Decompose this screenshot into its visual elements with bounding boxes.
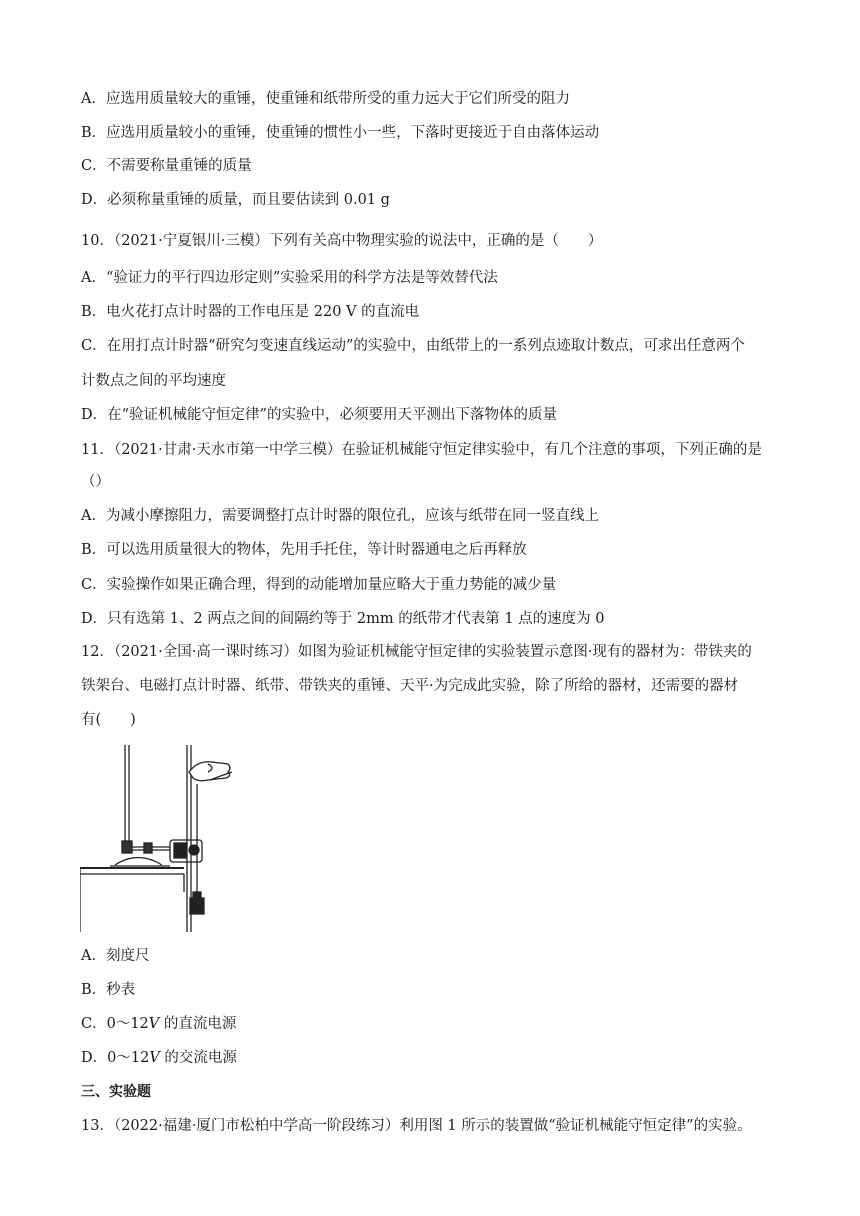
q10-option-b: B．电火花打点计时器的工作电压是 220 V 的直流电 xyxy=(81,304,420,320)
q12-option-d-prefix: D．0～12 xyxy=(81,1050,150,1066)
q12-option-d-suffix: 的交流电源 xyxy=(159,1050,237,1066)
q12-option-d xyxy=(81,1048,790,1068)
q10-option-c-line2: 计数点之间的平均速度 xyxy=(81,373,226,389)
q12-stem-line2: 铁架台、电磁打点计时器、纸带、带铁夹的重锤、天平·为完成此实验，除了所给的器材，还需要的器材 xyxy=(81,678,739,694)
q12-option-c-unit: V xyxy=(148,1016,160,1032)
q12-option-d-unit: V xyxy=(149,1050,160,1066)
q10-option-c-line1: C．在用打点计时器“研究匀变速直线运动”的实验中，由纸带上的一系列点迹取计数点，可求出任意两个 xyxy=(81,338,745,354)
q10-option-d: D．在“验证机械能守恒定律”的实验中，必须要用天平测出下落物体的质量 xyxy=(81,407,557,423)
q9-option-b: B．应选用质量较小的重锤，使重锤的惯性小一些，下落时更接近于自由落体运动 xyxy=(81,125,600,141)
q12-option-a: A．刻度尺 xyxy=(81,948,150,964)
q12-option-c-suffix: 的直流电源 xyxy=(159,1016,237,1032)
q11-stem-line1: 11．（2021·甘肃·天水市第一中学三模）在验证机械能守恒定律实验中，有几个注意的事项，下列正确的是 xyxy=(81,442,762,458)
q13-stem: 13．（2022·福建·厦门市松柏中学高一阶段练习）利用图 1 所示的装置做“验证机械能守恒定律”的实验。 xyxy=(81,1118,752,1134)
section-heading: 三、实验题 xyxy=(81,1084,151,1100)
q9-option-d: D．必须称量重锤的质量，而且要估读到 0.01 g xyxy=(81,192,390,208)
q9-option-c: C．不需要称量重锤的质量 xyxy=(81,158,252,174)
q10-option-a: A．“验证力的平行四边形定则”实验采用的科学方法是等效替代法 xyxy=(81,270,498,286)
q11-option-d: D．只有选第 1、2 两点之间的间隔约等于 2mm 的纸带才代表第 1 点的速度为 0 xyxy=(81,611,605,627)
q12-option-b: B．秒表 xyxy=(81,982,136,998)
q11-option-b: B．可以选用质量很大的物体，先用手托住，等计时器通电之后再释放 xyxy=(81,542,527,558)
q11-option-c: C．实验操作如果正确合理，得到的动能增加量应略大于重力势能的减少量 xyxy=(81,577,557,593)
apparatus-diagram xyxy=(80,742,240,932)
q12-stem-line3: 有( ) xyxy=(81,712,136,728)
q12-option-c-prefix: C．0～12 xyxy=(81,1016,149,1032)
q9-option-a: A．应选用质量较大的重锤，使重锤和纸带所受的重力远大于它们所受的阻力 xyxy=(81,91,570,107)
q12-stem-line1: 12．（2021·全国·高一课时练习）如图为验证机械能守恒定律的实验装置示意图·现有的器材为：带铁夹的 xyxy=(81,644,752,660)
q11-option-a: A．为减小摩擦阻力，需要调整打点计时器的限位孔，应该与纸带在同一竖直线上 xyxy=(81,508,599,524)
q11-stem-line2: （） xyxy=(81,474,110,490)
q12-option-c xyxy=(81,1014,790,1034)
q10-stem: 10．（2021·宁夏银川·三模）下列有关高中物理实验的说法中，正确的是（ ） xyxy=(81,233,603,249)
